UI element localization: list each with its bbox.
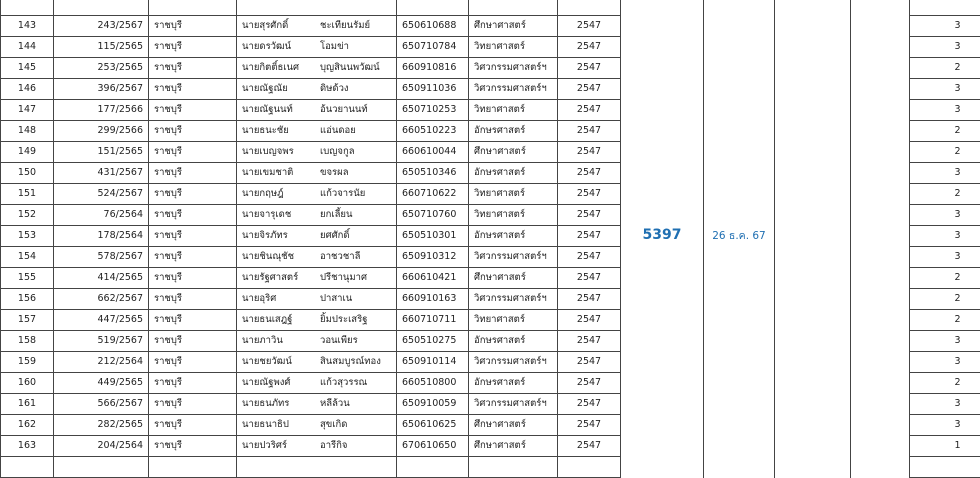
province-cell: ราชบุรี [149,226,237,247]
semester-cell [910,457,980,478]
student-id-cell: 660910816 [397,58,469,79]
last-name-cell: แก้วจารนัย [315,184,397,205]
last-name-cell: ขจรผล [315,163,397,184]
semester-cell: 3 [910,100,980,121]
row-number-cell: 147 [1,100,54,121]
reference-number-cell: 662/2567 [54,289,149,310]
row-number-cell: 161 [1,394,54,415]
first-name-cell: นายสุรศักดิ์ [237,16,316,37]
faculty-cell: วิศวกรรมศาสตร์ฯ [469,352,558,373]
reference-number-cell: 578/2567 [54,247,149,268]
student-id-cell: 650710784 [397,37,469,58]
year-cell: 2547 [558,184,621,205]
faculty-cell: อักษรศาสตร์ [469,331,558,352]
reference-number-cell: 282/2565 [54,415,149,436]
row-number-cell: 162 [1,415,54,436]
province-cell [149,0,237,16]
reference-number-cell: 243/2567 [54,16,149,37]
faculty-cell: อักษรศาสตร์ [469,226,558,247]
first-name-cell: นายเบญจพร [237,142,316,163]
first-name-cell: นายธนะชัย [237,121,316,142]
semester-cell [910,0,980,16]
row-number-cell: 155 [1,268,54,289]
table-row [1,0,980,16]
first-name-cell [237,0,316,16]
first-name-cell: นายอุริศ [237,289,316,310]
reference-number-cell [54,457,149,478]
row-number-cell: 159 [1,352,54,373]
note-cell-2 [851,0,910,478]
year-cell: 2547 [558,226,621,247]
first-name-cell: นายภาวิน [237,331,316,352]
reference-number-cell: 519/2567 [54,331,149,352]
first-name-cell: นายปวริศร์ [237,436,316,457]
reference-number-cell: 299/2566 [54,121,149,142]
row-number-cell: 151 [1,184,54,205]
year-cell: 2547 [558,16,621,37]
last-name-cell: สินสมบูรณ์ทอง [315,352,397,373]
year-cell: 2547 [558,289,621,310]
first-name-cell: นายชยวัฒน์ [237,352,316,373]
first-name-cell: นายธนาธิป [237,415,316,436]
reference-number-cell: 212/2564 [54,352,149,373]
faculty-cell: วิศวกรรมศาสตร์ฯ [469,79,558,100]
faculty-cell: ศึกษาศาสตร์ [469,16,558,37]
last-name-cell: เบญจกูล [315,142,397,163]
year-cell: 2547 [558,436,621,457]
faculty-cell: วิทยาศาสตร์ [469,37,558,58]
last-name-cell: อ้นวยานนท์ [315,100,397,121]
faculty-cell: ศึกษาศาสตร์ [469,142,558,163]
year-cell: 2547 [558,79,621,100]
semester-cell: 3 [910,352,980,373]
book-date-cell [704,0,775,478]
faculty-cell: วิทยาศาสตร์ [469,100,558,121]
student-id-cell: 660510223 [397,121,469,142]
row-number-cell: 157 [1,310,54,331]
last-name-cell: อาชวชาลี [315,247,397,268]
reference-number-cell: 204/2564 [54,436,149,457]
province-cell: ราชบุรี [149,100,237,121]
student-id-cell: 650710760 [397,205,469,226]
last-name-cell: อารีกิจ [315,436,397,457]
semester-cell: 3 [910,415,980,436]
last-name-cell: โอมข่า [315,37,397,58]
student-id-cell: 650510301 [397,226,469,247]
semester-cell: 2 [910,373,980,394]
student-id-cell: 660710711 [397,310,469,331]
faculty-cell: ศึกษาศาสตร์ [469,268,558,289]
province-cell: ราชบุรี [149,289,237,310]
semester-cell: 3 [910,163,980,184]
last-name-cell: ยิ้มประเสริฐ [315,310,397,331]
province-cell: ราชบุรี [149,415,237,436]
row-number-cell: 144 [1,37,54,58]
semester-cell: 2 [910,310,980,331]
first-name-cell: นายดรวัฒน์ [237,37,316,58]
semester-cell: 2 [910,142,980,163]
semester-cell: 2 [910,121,980,142]
row-number-cell: 148 [1,121,54,142]
province-cell: ราชบุรี [149,247,237,268]
reference-number-cell: 396/2567 [54,79,149,100]
semester-cell: 3 [910,16,980,37]
last-name-cell [315,0,397,16]
year-cell: 2547 [558,121,621,142]
province-cell: ราชบุรี [149,37,237,58]
first-name-cell: นายรัฐศาสตร์ [237,268,316,289]
student-id-cell: 660710622 [397,184,469,205]
reference-number-cell: 151/2565 [54,142,149,163]
semester-cell: 3 [910,37,980,58]
semester-cell: 2 [910,289,980,310]
first-name-cell: นายกฤษฎ์ [237,184,316,205]
year-cell: 2547 [558,142,621,163]
reference-number-cell: 449/2565 [54,373,149,394]
row-number-cell: 158 [1,331,54,352]
student-id-cell: 650710253 [397,100,469,121]
row-number-cell: 163 [1,436,54,457]
first-name-cell: นายเขมชาติ [237,163,316,184]
reference-number-cell: 524/2567 [54,184,149,205]
faculty-cell [469,457,558,478]
faculty-cell: ศึกษาศาสตร์ [469,436,558,457]
semester-cell: 1 [910,436,980,457]
year-cell: 2547 [558,310,621,331]
province-cell: ราชบุรี [149,268,237,289]
reference-number-cell: 253/2565 [54,58,149,79]
semester-cell: 3 [910,226,980,247]
last-name-cell: หลีล้วน [315,394,397,415]
student-id-cell: 650910059 [397,394,469,415]
semester-cell: 2 [910,268,980,289]
last-name-cell: ยกเลี้ยน [315,205,397,226]
year-cell: 2547 [558,205,621,226]
year-cell [558,457,621,478]
first-name-cell: นายธนเสฎฐ์ [237,310,316,331]
reference-number-cell: 115/2565 [54,37,149,58]
reference-number-cell [54,0,149,16]
province-cell: ราชบุรี [149,373,237,394]
faculty-cell: วิศวกรรมศาสตร์ฯ [469,394,558,415]
reference-number-cell: 177/2566 [54,100,149,121]
semester-cell: 2 [910,58,980,79]
year-cell: 2547 [558,268,621,289]
student-id-cell: 650910114 [397,352,469,373]
first-name-cell: นายธนภัทร [237,394,316,415]
student-id-cell [397,0,469,16]
faculty-cell: ศึกษาศาสตร์ [469,415,558,436]
student-id-cell: 670610650 [397,436,469,457]
student-id-cell [397,457,469,478]
first-name-cell: นายณัฐพงศ์ [237,373,316,394]
faculty-cell: วิศวกรรมศาสตร์ฯ [469,289,558,310]
year-cell: 2547 [558,415,621,436]
province-cell: ราชบุรี [149,331,237,352]
last-name-cell: วอนเพียร [315,331,397,352]
semester-cell: 3 [910,205,980,226]
province-cell: ราชบุรี [149,436,237,457]
year-cell [558,0,621,16]
faculty-cell: วิทยาศาสตร์ [469,310,558,331]
row-number-cell: 160 [1,373,54,394]
semester-cell: 3 [910,79,980,100]
province-cell: ราชบุรี [149,16,237,37]
province-cell [149,457,237,478]
row-number-cell: 153 [1,226,54,247]
row-number-cell: 146 [1,79,54,100]
first-name-cell: นายณัฐนนท์ [237,100,316,121]
student-id-cell: 650510275 [397,331,469,352]
province-cell: ราชบุรี [149,58,237,79]
faculty-cell: วิทยาศาสตร์ [469,205,558,226]
semester-cell: 2 [910,184,980,205]
last-name-cell [315,457,397,478]
student-id-cell: 650910312 [397,247,469,268]
faculty-cell [469,0,558,16]
row-number-cell: 154 [1,247,54,268]
row-number-cell: 149 [1,142,54,163]
year-cell: 2547 [558,394,621,415]
faculty-cell: อักษรศาสตร์ [469,373,558,394]
last-name-cell: แก้วสุวรรณ [315,373,397,394]
semester-cell: 3 [910,394,980,415]
faculty-cell: วิศวกรรมศาสตร์ฯ [469,58,558,79]
book-number: 5397 [643,227,682,243]
year-cell: 2547 [558,58,621,79]
first-name-cell: นายจารุเดช [237,205,316,226]
book-number-cell [621,0,704,478]
book-date: 26 ธ.ค. 67 [712,230,766,242]
province-cell: ราชบุรี [149,163,237,184]
reference-number-cell: 431/2567 [54,163,149,184]
first-name-cell: นายชินณุชัช [237,247,316,268]
province-cell: ราชบุรี [149,205,237,226]
note-cell-1 [775,0,851,478]
last-name-cell: ปรีชานุมาศ [315,268,397,289]
student-id-cell: 650510346 [397,163,469,184]
last-name-cell: ยศศักดิ์ [315,226,397,247]
province-cell: ราชบุรี [149,142,237,163]
student-id-cell: 650610625 [397,415,469,436]
row-number-cell [1,457,54,478]
province-cell: ราชบุรี [149,184,237,205]
first-name-cell [237,457,316,478]
reference-number-cell: 447/2565 [54,310,149,331]
year-cell: 2547 [558,247,621,268]
last-name-cell: สุขเกิด [315,415,397,436]
year-cell: 2547 [558,163,621,184]
year-cell: 2547 [558,100,621,121]
province-cell: ราชบุรี [149,352,237,373]
faculty-cell: วิทยาศาสตร์ [469,184,558,205]
student-id-cell: 660510800 [397,373,469,394]
row-number-cell: 145 [1,58,54,79]
semester-cell: 3 [910,331,980,352]
last-name-cell: บุญสินนพวัฒน์ [315,58,397,79]
year-cell: 2547 [558,331,621,352]
first-name-cell: นายจิรภัทร [237,226,316,247]
student-id-cell: 660910163 [397,289,469,310]
first-name-cell: นายณัฐณัย [237,79,316,100]
row-number-cell: 156 [1,289,54,310]
last-name-cell: ปาสาเน [315,289,397,310]
reference-number-cell: 76/2564 [54,205,149,226]
student-id-cell: 660610044 [397,142,469,163]
year-cell: 2547 [558,37,621,58]
row-number-cell: 143 [1,16,54,37]
province-cell: ราชบุรี [149,79,237,100]
student-id-cell: 650610688 [397,16,469,37]
province-cell: ราชบุรี [149,121,237,142]
row-number-cell [1,0,54,16]
first-name-cell: นายกิตติ์ธเนศ [237,58,316,79]
student-id-cell: 650911036 [397,79,469,100]
reference-number-cell: 566/2567 [54,394,149,415]
faculty-cell: อักษรศาสตร์ [469,163,558,184]
reference-number-cell: 178/2564 [54,226,149,247]
province-cell: ราชบุรี [149,310,237,331]
faculty-cell: อักษรศาสตร์ [469,121,558,142]
semester-cell: 3 [910,247,980,268]
last-name-cell: ดิษด้วง [315,79,397,100]
year-cell: 2547 [558,352,621,373]
reference-number-cell: 414/2565 [54,268,149,289]
faculty-cell: วิศวกรรมศาสตร์ฯ [469,247,558,268]
row-number-cell: 152 [1,205,54,226]
student-id-cell: 660610421 [397,268,469,289]
last-name-cell: ชะเทียนรัมย์ [315,16,397,37]
row-number-cell: 150 [1,163,54,184]
last-name-cell: แอ่นดอย [315,121,397,142]
province-cell: ราชบุรี [149,394,237,415]
year-cell: 2547 [558,373,621,394]
